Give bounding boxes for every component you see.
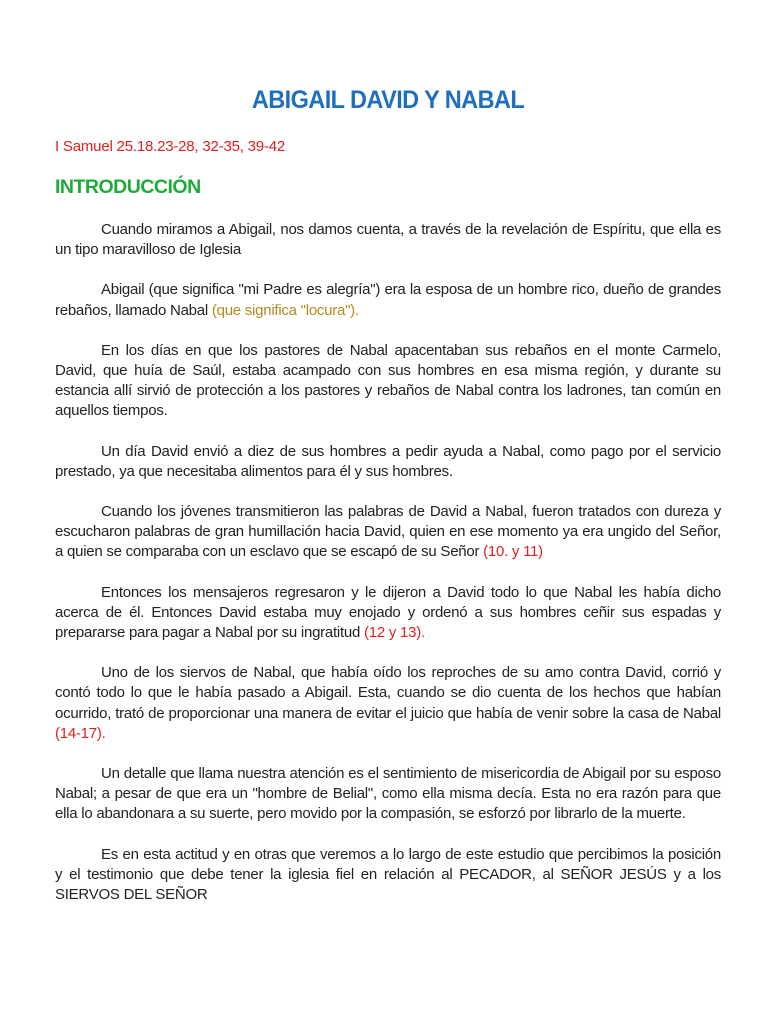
document-title: ABIGAIL DAVID Y NABAL xyxy=(251,86,525,114)
paragraph-text: En los días en que los pastores de Nabal apacentaban sus rebaños en el monte Carmelo, David, que huía de Saúl, estaba acampado con sus hombres en esa misma región, y durante su estancia allí sirvió de protección a los pastores y rebaños de Nabal contra los ladrones, tan común en aquellos tiempos. xyxy=(55,341,721,420)
paragraph-text: Cuando miramos a Abigail, nos damos cuenta, a través de la revelación de Espíritu, que ella es un tipo maravilloso de Iglesia xyxy=(55,221,721,259)
paragraph-text: Es en esta actitud y en otras que veremos a lo largo de este estudio que percibimos la posición y el testimonio que debe tener la iglesia fiel en relación al PECADOR, al SEÑOR JESÚS y a los SIERVOS DEL SEÑOR xyxy=(55,845,721,904)
paragraph-text: Abigail (que significa "mi Padre es alegría") era la esposa de un hombre rico, dueño de grandes rebaños, llamado Nabal xyxy=(55,281,721,319)
paragraph xyxy=(55,280,721,320)
paragraph-text: Entonces los mensajeros regresaron y le dijeron a David todo lo que Nabal les había dicho acerca de él. Entonces David estaba muy enojado y ordenó a sus hombres ceñir sus espadas y prepararse para pagar a Nabal por su ingratitud xyxy=(55,583,721,642)
paragraph-text: Un día David envió a diez de sus hombres a pedir ayuda a Nabal, como pago por el servicio prestado, ya que necesitaba alimentos para él y sus hombres. xyxy=(55,442,721,480)
verse-reference: (12 y 13). xyxy=(364,624,425,642)
paragraph xyxy=(55,442,721,482)
paragraph-text: Uno de los siervos de Nabal, que había oído los reproches de su amo contra David, corrió y contó todo lo que le había pasado a Abigail. Esta, cuando se dio cuenta de los hechos que habían ocurrido, trató de proporcionar una manera de evitar el juicio que había de venir sobre la casa de Nabal xyxy=(55,664,721,722)
verse-reference: (10. y 11) xyxy=(483,543,543,561)
paragraph xyxy=(55,502,721,563)
section-heading: INTRODUCCIÓN xyxy=(55,176,201,198)
paragraph xyxy=(55,583,721,644)
paragraph xyxy=(55,663,721,744)
meaning-note: (que significa "locura"). xyxy=(211,301,359,319)
scripture-reference: I Samuel 25.18.23-28, 32-35, 39-42 xyxy=(55,138,286,155)
body-text xyxy=(55,220,721,925)
verse-reference: (14-17). xyxy=(55,724,106,742)
paragraph xyxy=(55,764,721,825)
paragraph-text: Cuando los jóvenes transmitieron las palabras de David a Nabal, fueron tratados con dureza y escucharon palabras de gran humillación hacia David, quien en ese momento ya era ungido del Señor, a quien se comparaba con un esclavo que se escapó de su Señor xyxy=(55,503,721,561)
paragraph-text: Un detalle que llama nuestra atención es el sentimiento de misericordia de Abigail por su esposo Nabal; a pesar de que era un "hombre de Belial", como ella misma decía. Esta no era razón para que ella lo abandonara a su suerte, pero movido por la compasión, se esforzó por librarlo de la muerte. xyxy=(55,765,721,823)
paragraph xyxy=(55,220,721,260)
paragraph xyxy=(55,845,721,906)
paragraph xyxy=(55,341,721,422)
